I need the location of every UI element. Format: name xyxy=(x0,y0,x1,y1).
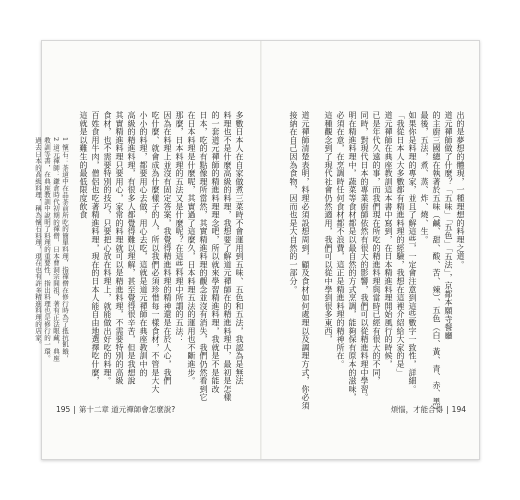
body-text-line: 必須在意，在烹調時任何食材都不浪費，這正是精進料理的精神所在。 xyxy=(336,111,345,369)
body-text-line: 那麼，日本料理的五法又是什麼呢？在這些料理中所謂的五法： xyxy=(175,111,184,344)
footnote-line: 1 懷石：茶道中在品茶前所吃的簡單料理，指禪僧在修行時為了抵抗飢餓， xyxy=(61,137,69,362)
body-text-line: 出的是夢想的體現，一種理想的料理之道。 xyxy=(456,111,465,269)
right-page-body xyxy=(275,111,465,419)
body-text-line: 明在精進料理中，蔬菜等食材都是以最自然的方式烹調，能夠保有原本的滋味， xyxy=(348,111,357,402)
left-footer-chapter: 第十二章 xyxy=(78,405,109,414)
body-text-line: 料理也不是什麼高級的料理，我想要了解道元禪師在的精進料理中，最初是怎樣 xyxy=(223,111,232,402)
footer-separator: | xyxy=(446,405,449,414)
body-text-line: 同時，對現代日本的專業廚師依然有很大的影響，我們可以從精進料理中學習。 xyxy=(360,111,369,402)
footnote-line: 2 道元禪師：鎌倉時代初期的禪僧，日本曹洞宗開祖，著有正法眼藏，典座 xyxy=(52,137,60,362)
body-text-line: 的主廚三國總在執著於五味（鹹、甜、酸、苦、辣）、五色（白、黃、青、赤、黑）、 xyxy=(432,111,441,419)
body-text-line: 道元禪師做了什麼？「五味」「五色」「五法」，京都本願寺餐廳 xyxy=(444,111,453,340)
body-text-line: 日本，吃的有點像理所當然，其實精進料理的觀念並沒有消失，我們仍然看到它 xyxy=(199,111,208,402)
body-text-line: 如果你是料理的專家，並且了解這些，一定會注意到這些數字一致性，詳細。 xyxy=(408,111,417,394)
body-text-line: 接納在自己因為食物，因而也是大自然的一部分。 xyxy=(289,111,298,294)
footnote-line: 過去日本的高級料理，稱為懷石料理，現在也有許多精進料理的店家。 xyxy=(34,137,42,348)
body-text-line: 道元禪師在典座教訓這本書中寫到，在日本精進料理開始風行的時候， xyxy=(384,111,393,369)
body-text-line: 「我從日本人大多數都有精進料理的經驗，我想在這裡介紹給大家的是」 xyxy=(396,111,405,377)
body-text-line: 其實精進料理只要用心，家常的料理就可以是精進料理，不需要特別的高級 xyxy=(115,111,124,385)
body-text-line: 小小的料理，都要用心去做，用心去吃，這就是道元禪師在典座教訓中的 xyxy=(139,111,148,377)
left-page-body xyxy=(72,111,244,411)
body-text-line: 在日本料理是什麼呢，其實過了這麼久，日本料理五法的運用也不斷進步。 xyxy=(187,111,196,385)
body-text-line: 道元禪師清楚表明，料理必須設想周到，顧及食材如何處理以及調理方式，你必須 xyxy=(301,111,310,410)
right-page-number: 194 xyxy=(451,405,466,414)
right-page xyxy=(262,41,480,459)
left-page-footnotes xyxy=(34,137,69,387)
body-text-line: 最後，五法，煮、蒸、炸、燒、生。 xyxy=(420,111,429,244)
left-page-footer xyxy=(56,404,175,415)
body-text-line: 這就是以難生的最低限度飲食 xyxy=(79,111,88,219)
left-page-number: 195 xyxy=(56,405,71,414)
body-text-line: 多數日本人在自家做煮三菜時不會運用到五味、五色和五法，我認為是無法 xyxy=(235,111,244,385)
footer-separator: | xyxy=(73,405,76,414)
body-text-line: 吃什麼、就會成為什麼樣子的人，所以我們必須珍惜每一樣食材，不管是大大 xyxy=(151,111,160,394)
body-text-line: 百姓食用牛肉，僧侶也吃著精進料理，現在的日本人能自由地選擇吃什麼， xyxy=(91,111,100,385)
left-page xyxy=(34,41,260,459)
body-text-line: 高級的精進料理，有很多人都覺得難以理解，甚至覺得很辛苦，但是我想說 xyxy=(127,111,136,385)
right-footer-title: 煩惱，才能合得 xyxy=(390,405,444,414)
body-text-line: 食材，也不需要特別的技巧，只要把心放在料理上，就能做出好吃的料理。 xyxy=(103,111,112,385)
left-footer-title: 道元禪師會怎麼說? xyxy=(111,405,176,414)
paragraph-break xyxy=(313,111,321,411)
body-text-line: 的一套道元禪師的精進料理理念吧，所以就來學習精進料理，我就是不是能改 xyxy=(211,111,220,394)
footnote-line: 教訓等書，在典座教訓中說明了料理的重要性，指出料理也是修行的一環。 xyxy=(43,137,51,362)
body-text-line: 已是年代久遠的事，而我們現在所吃的精進料理與當時已經有很大的不同， xyxy=(372,111,381,385)
book-spread xyxy=(34,40,480,460)
body-text-line: 這種觀念到了現代社會仍然適用，我們可以從中學到很多東西， xyxy=(324,111,333,344)
body-text-line: 因為在料理上並沒有固定答案，我覺得精進料理的精神還是在於人心，我們 xyxy=(163,111,172,385)
right-page-footer xyxy=(391,404,466,415)
